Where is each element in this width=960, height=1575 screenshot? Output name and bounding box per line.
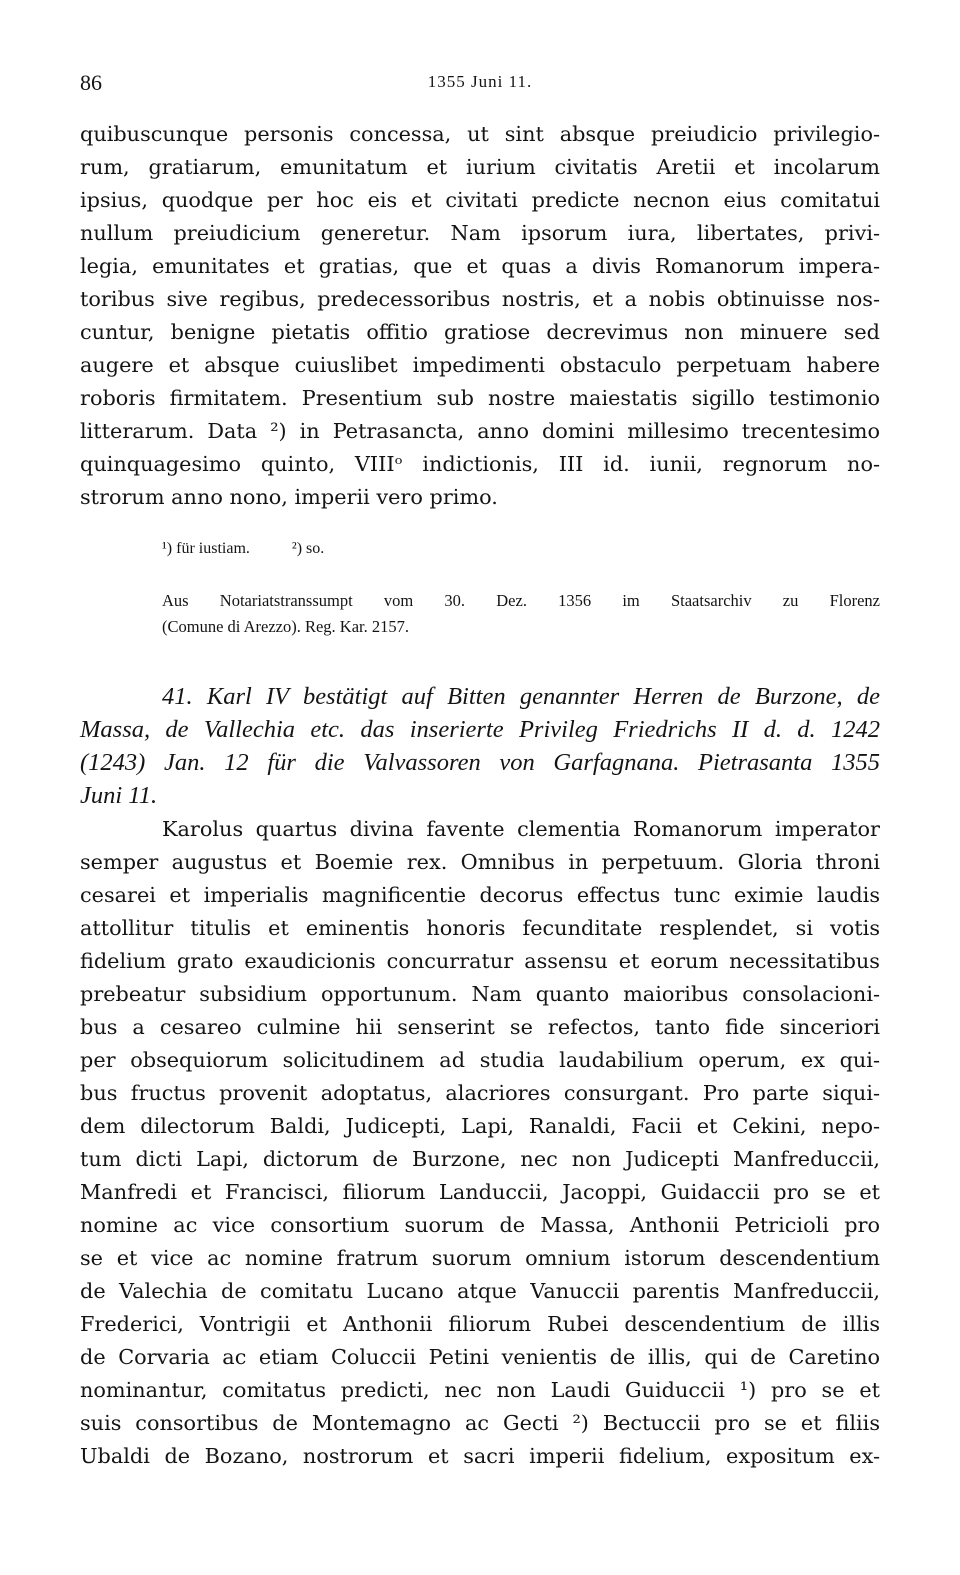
heading-line: Massa, de Vallechia etc. das inserierte Privileg Friedrichs II d. d. 1242 (80, 716, 880, 743)
source-line: Aus Notariatstranssumpt vom 30. Dez. 1356 im Staatsarchiv zu Florenz (162, 591, 880, 610)
text-line: ipsius, quodque per hoc eis et civitati predicte necnon eius comitatui (80, 188, 880, 212)
text-line: prebeatur subsidium opportunum. Nam quanto maioribus consolacioni- (80, 982, 880, 1006)
text-line: de Valechia de comitatu Lucano atque Vanuccii parentis Manfreduccii, (80, 1279, 880, 1303)
text-line: augere et absque cuiuslibet impedimenti obstaculo perpetuam habere (80, 353, 880, 377)
text-line: se et vice ac nomine fratrum suorum omnium istorum descendentium (80, 1246, 880, 1270)
text-line: tum dicti Lapi, dictorum de Burzone, nec non Judicepti Manfreduccii, (80, 1147, 880, 1171)
text-line: semper augustus et Boemie rex. Omnibus in perpetuum. Gloria throni (80, 850, 880, 874)
text-line: fidelium grato exaudicionis concurratur assensu et eorum necessitatibus (80, 949, 880, 973)
text-line: de Corvaria ac etiam Coluccii Petini venientis de illis, qui de Caretino (80, 1345, 880, 1369)
heading-line: (1243) Jan. 12 für die Valvassoren von Garfagnana. Pietrasanta 1355 (80, 749, 880, 776)
text-line: quibuscunque personis concessa, ut sint absque preiudicio privilegio- (80, 122, 880, 146)
text-line: nullum preiudicium generetur. Nam ipsorum iura, libertates, privi- (80, 221, 880, 245)
charter-text (80, 813, 880, 1473)
text-line: legia, emunitates et gratias, que et quas a divis Romanorum impera- (80, 254, 880, 278)
footnote-2: ²) so. (291, 540, 325, 557)
text-line: per obsequiorum solicitudinem ad studia laudabilium operum, ex qui- (80, 1048, 880, 1072)
text-line: strorum anno nono, imperii vero primo. (80, 485, 498, 509)
text-line: toribus sive regibus, predecessoribus nostris, et a nobis obtinuisse nos- (80, 287, 880, 311)
text-line: cuntur, benigne pietatis offitio gratiose decrevimus non minuere sed (80, 320, 880, 344)
source-line: (Comune di Arezzo). Reg. Kar. 2157. (162, 617, 409, 636)
text-line: cesarei et imperialis magnificentie decorus effectus tunc eximie laudis (80, 883, 880, 907)
heading-line: Juni 11. (80, 782, 158, 809)
text-line: rum, gratiarum, emunitatum et iurium civitatis Aretii et incolarum (80, 155, 880, 179)
text-line: dem dilectorum Baldi, Judicepti, Lapi, Ranaldi, Facii et Cekini, nepo- (80, 1114, 880, 1138)
footnotes (162, 540, 362, 558)
paragraph-continuation (80, 118, 880, 514)
page-number: 86 (80, 70, 102, 95)
footnote-1: ¹) für iustiam. (162, 540, 250, 557)
text-line: Karolus quartus divina favente clementia Romanorum imperator (162, 817, 880, 841)
source-note (162, 588, 880, 640)
text-line: quinquagesimo quinto, VIIIᵒ indictionis, III id. iunii, regnorum no- (80, 452, 880, 476)
text-line: Frederici, Vontrigii et Anthonii filiorum Rubei descendentium de illis (80, 1312, 880, 1336)
text-line: roboris firmitatem. Presentium sub nostre maiestatis sigillo testimonio (80, 386, 880, 410)
text-line: attollitur titulis et eminentis honoris fecunditate resplendet, si votis (80, 916, 880, 940)
text-line: bus a cesareo culmine hii senserint se refectos, tanto fide sinceriori (80, 1015, 880, 1039)
page-header (80, 70, 880, 100)
text-line: nominantur, comitatus predicti, nec non Laudi Guiduccii ¹) pro se et (80, 1378, 880, 1402)
heading-line: 41. Karl IV bestätigt auf Bitten genannter Herren de Burzone, de (162, 683, 880, 710)
running-head: 1355 Juni 11. (427, 72, 533, 91)
text-line: suis consortibus de Montemagno ac Gecti ²) Bectuccii pro se et filiis (80, 1411, 880, 1435)
text-line: litterarum. Data ²) in Petrasancta, anno domini millesimo trecentesimo (80, 419, 880, 443)
text-line: nomine ac vice consortium suorum de Massa, Anthonii Petricioli pro (80, 1213, 880, 1237)
document-heading (80, 680, 880, 812)
text-line: bus fructus provenit adoptatus, alacriores consurgant. Pro parte siqui- (80, 1081, 880, 1105)
text-line: Ubaldi de Bozano, nostrorum et sacri imperii fidelium, expositum ex- (80, 1444, 880, 1468)
text-line: Manfredi et Francisci, filiorum Landuccii, Jacoppi, Guidaccii pro se et (80, 1180, 880, 1204)
